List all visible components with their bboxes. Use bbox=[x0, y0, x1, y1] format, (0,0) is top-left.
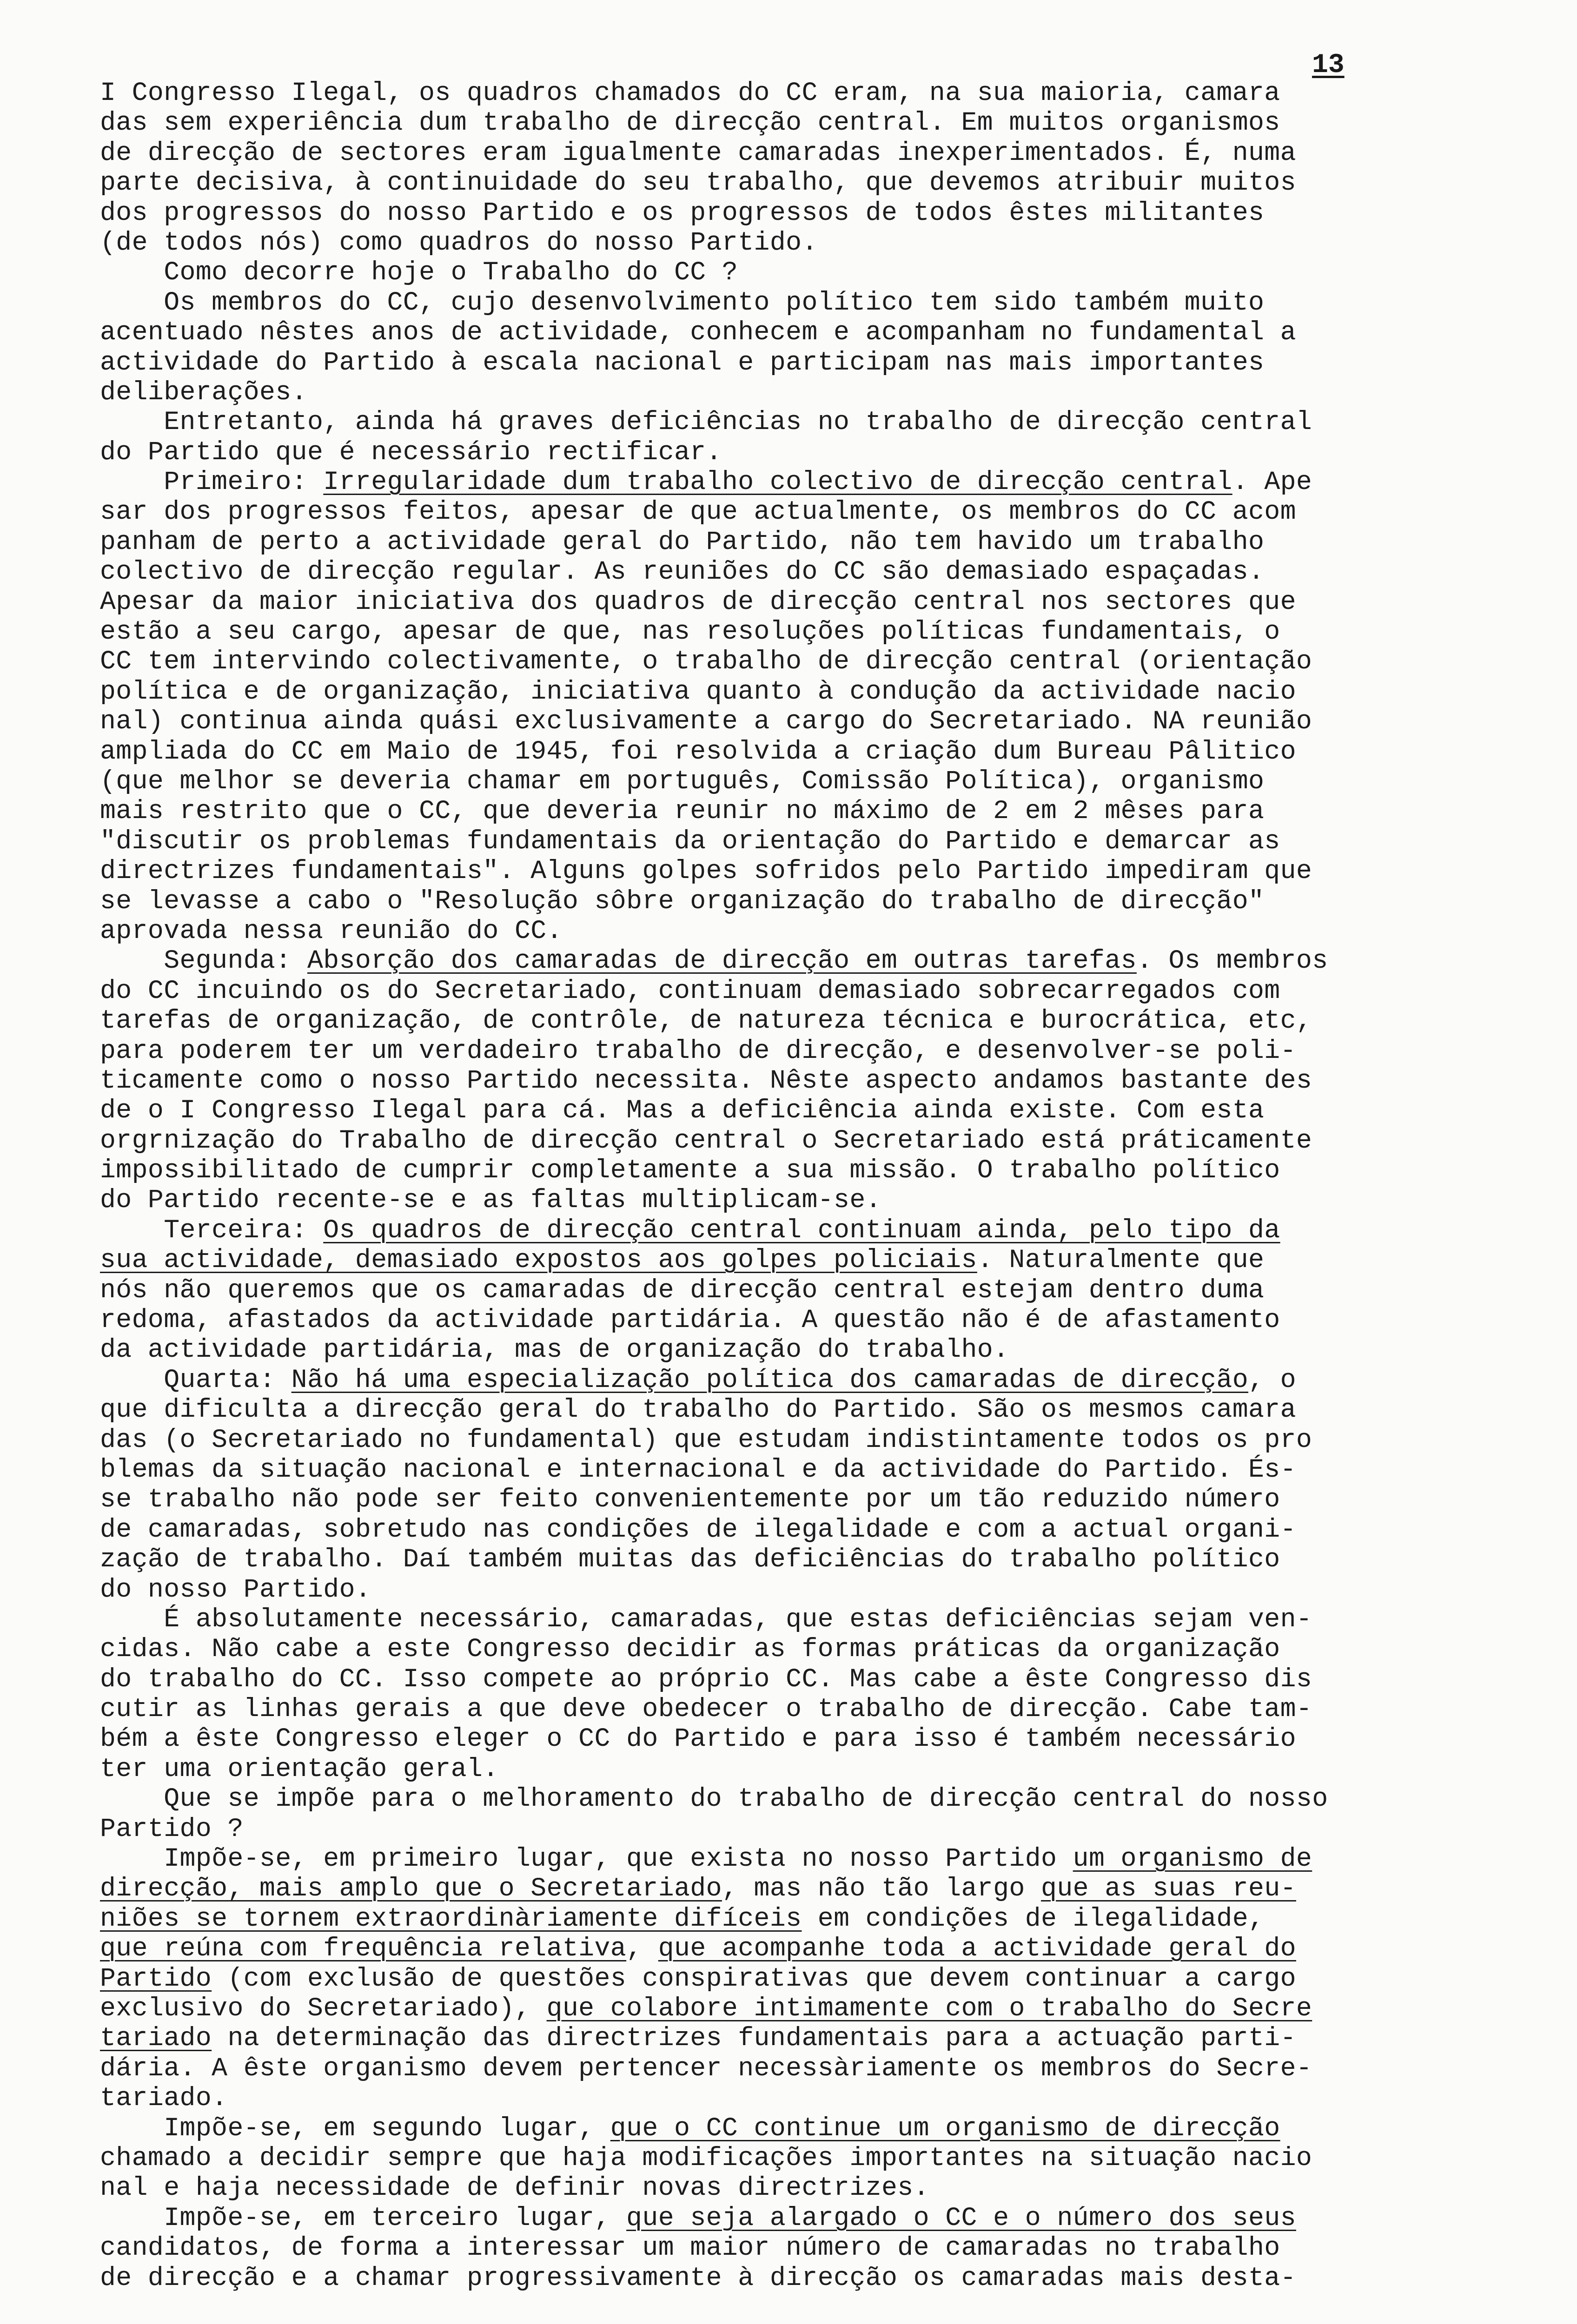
text-line bbox=[100, 437, 1504, 467]
text-line bbox=[100, 228, 1504, 257]
text-line bbox=[100, 2023, 1504, 2053]
text-line bbox=[100, 737, 1504, 766]
underlined-phrase: que o CC continue um organismo de direcção bbox=[610, 2113, 1280, 2143]
text-segment: das sem experiência dum trabalho de direcção central. Em muitos organismos bbox=[100, 108, 1280, 138]
page-number: 13 bbox=[1312, 50, 1345, 80]
text-segment: Impõe-se, em primeiro lugar, que exista no nosso Partido bbox=[100, 1844, 1073, 1874]
text-line bbox=[100, 1395, 1504, 1425]
text-line bbox=[100, 1994, 1504, 2023]
text-line bbox=[100, 2203, 1504, 2233]
text-segment: directrizes fundamentais". Alguns golpes sofridos pelo Partido impediram que bbox=[100, 856, 1312, 886]
text-segment: chamado a decidir sempre que haja modificações importantes na situação nacio bbox=[100, 2143, 1312, 2173]
text-segment: candidatos, de forma a interessar um maior número de camaradas no trabalho bbox=[100, 2233, 1280, 2263]
text-segment: Apesar da maior iniciativa dos quadros de direcção central nos sectores que bbox=[100, 587, 1296, 617]
text-line bbox=[100, 2263, 1504, 2293]
text-line bbox=[100, 677, 1504, 706]
text-segment: se levasse a cabo o "Resolução sôbre organização do trabalho de direcção" bbox=[100, 886, 1265, 916]
text-line bbox=[100, 1575, 1504, 1604]
text-line bbox=[100, 1066, 1504, 1096]
text-line bbox=[100, 168, 1504, 198]
underlined-phrase: um organismo de bbox=[1073, 1844, 1312, 1874]
text-segment: política e de organização, iniciativa quanto à condução da actividade nacio bbox=[100, 676, 1296, 706]
text-segment: de direcção e a chamar progressivamente à direcção os camaradas mais desta- bbox=[100, 2263, 1296, 2293]
text-line bbox=[100, 1245, 1504, 1275]
text-line bbox=[100, 1126, 1504, 1155]
text-line bbox=[100, 2053, 1504, 2083]
text-line bbox=[100, 1335, 1504, 1365]
text-line bbox=[100, 1155, 1504, 1185]
text-segment: do nosso Partido. bbox=[100, 1574, 371, 1604]
underlined-phrase: Não há uma especialização política dos camaradas de direcção bbox=[291, 1365, 1249, 1395]
text-line bbox=[100, 1515, 1504, 1545]
text-line bbox=[100, 288, 1504, 317]
text-line bbox=[100, 1036, 1504, 1066]
text-line bbox=[100, 348, 1504, 377]
text-line bbox=[100, 1455, 1504, 1485]
text-line bbox=[100, 1814, 1504, 1844]
text-line bbox=[100, 766, 1504, 796]
text-segment: panham de perto a actividade geral do Partido, não tem havido um trabalho bbox=[100, 527, 1265, 557]
text-line bbox=[100, 1964, 1504, 1994]
underlined-phrase: Partido bbox=[100, 1963, 212, 1994]
text-segment: impossibilitado de cumprir completamente a sua missão. O trabalho político bbox=[100, 1155, 1280, 1186]
text-segment: sar dos progressos feitos, apesar de que actualmente, os membros do CC acom bbox=[100, 497, 1296, 527]
text-segment: de o I Congresso Ilegal para cá. Mas a deficiência ainda existe. Com esta bbox=[100, 1096, 1265, 1126]
text-line bbox=[100, 2113, 1504, 2143]
underlined-phrase: tariado bbox=[100, 2023, 212, 2053]
text-segment: do trabalho do CC. Isso compete ao próprio CC. Mas cabe a êste Congresso dis bbox=[100, 1664, 1312, 1694]
text-segment: . Naturalmente que bbox=[977, 1245, 1265, 1275]
text-segment: Primeiro: bbox=[100, 467, 324, 497]
text-line bbox=[100, 1275, 1504, 1305]
text-line bbox=[100, 1694, 1504, 1724]
text-line bbox=[100, 1305, 1504, 1335]
underlined-phrase: Os quadros de direcção central continuam ainda, pelo tipo da bbox=[323, 1215, 1280, 1245]
underlined-phrase: sua actividade, demasiado expostos aos golpes policiais bbox=[100, 1245, 977, 1275]
underlined-phrase: que seja alargado o CC e o número dos seus bbox=[626, 2203, 1296, 2233]
text-line bbox=[100, 2083, 1504, 2113]
text-segment: I Congresso Ilegal, os quadros chamados do CC eram, na sua maioria, camara bbox=[100, 78, 1280, 108]
text-segment: Partido ? bbox=[100, 1814, 244, 1844]
text-line bbox=[100, 407, 1504, 437]
text-segment: Quarta: bbox=[100, 1365, 292, 1395]
text-segment: CC tem intervindo colectivamente, o trabalho de direcção central (orientação bbox=[100, 647, 1312, 677]
text-segment: , bbox=[626, 1934, 658, 1964]
text-line bbox=[100, 467, 1504, 497]
text-line bbox=[100, 108, 1504, 138]
text-line bbox=[100, 826, 1504, 856]
text-segment: Impõe-se, em terceiro lugar, bbox=[100, 2203, 627, 2233]
text-segment: cutir as linhas gerais a que deve obedecer o trabalho de direcção. Cabe tam- bbox=[100, 1694, 1312, 1724]
text-line bbox=[100, 527, 1504, 557]
text-line bbox=[100, 1006, 1504, 1036]
text-line bbox=[100, 1844, 1504, 1874]
text-line bbox=[100, 587, 1504, 617]
text-line bbox=[100, 1215, 1504, 1245]
text-segment: acentuado nêstes anos de actividade, conhecem e acompanham no fundamental a bbox=[100, 317, 1296, 348]
text-line bbox=[100, 2233, 1504, 2263]
text-segment: na determinação das directrizes fundamentais para a actuação parti- bbox=[212, 2023, 1296, 2053]
text-segment: estão a seu cargo, apesar de que, nas resoluções políticas fundamentais, o bbox=[100, 617, 1280, 647]
text-line bbox=[100, 1185, 1504, 1215]
text-line bbox=[100, 1904, 1504, 1934]
text-segment: do CC incuindo os do Secretariado, continuam demasiado sobrecarregados com bbox=[100, 976, 1280, 1006]
text-segment: tariado. bbox=[100, 2083, 228, 2113]
text-line bbox=[100, 557, 1504, 587]
text-line bbox=[100, 1425, 1504, 1455]
underlined-phrase: Irregularidade dum trabalho colectivo de direcção central bbox=[323, 467, 1232, 497]
text-line bbox=[100, 1934, 1504, 1963]
underlined-phrase: que colabore intimamente com o trabalho do Secre bbox=[546, 1994, 1312, 2023]
text-line bbox=[100, 138, 1504, 168]
text-segment: do Partido recente-se e as faltas multiplicam-se. bbox=[100, 1185, 881, 1215]
text-segment: (que melhor se deveria chamar em português, Comissão Política), organismo bbox=[100, 766, 1265, 796]
text-segment: actividade do Partido à escala nacional e participam nas mais importantes bbox=[100, 347, 1265, 377]
text-line bbox=[100, 1096, 1504, 1125]
text-line bbox=[100, 706, 1504, 736]
text-line bbox=[100, 1485, 1504, 1514]
text-segment: cidas. Não cabe a este Congresso decidir as formas práticas da organização bbox=[100, 1634, 1280, 1664]
underlined-phrase: Absorção dos camaradas de direcção em outras tarefas bbox=[307, 946, 1137, 976]
underlined-phrase: niões se tornem extraordinàriamente difíceis bbox=[100, 1903, 802, 1934]
text-line bbox=[100, 198, 1504, 228]
text-line bbox=[100, 1754, 1504, 1784]
text-segment: tarefas de organização, de contrôle, de natureza técnica e burocrática, etc, bbox=[100, 1006, 1312, 1036]
text-segment: ticamente como o nosso Partido necessita. Nêste aspecto andamos bastante des bbox=[100, 1065, 1312, 1096]
text-segment: É absolutamente necessário, camaradas, que estas deficiências sejam ven- bbox=[100, 1604, 1312, 1634]
text-line bbox=[100, 2173, 1504, 2203]
text-segment: de camaradas, sobretudo nas condições de ilegalidade e com a actual organi- bbox=[100, 1514, 1296, 1545]
underlined-phrase: que reúna com frequência relativa bbox=[100, 1934, 627, 1964]
text-line bbox=[100, 257, 1504, 287]
text-segment: Os membros do CC, cujo desenvolvimento político tem sido também muito bbox=[100, 287, 1265, 317]
text-segment: . Os membros bbox=[1136, 946, 1328, 976]
text-line bbox=[100, 497, 1504, 527]
text-segment: aprovada nessa reunião do CC. bbox=[100, 916, 563, 946]
text-segment: ampliada do CC em Maio de 1945, foi resolvida a criação dum Bureau Pâlitico bbox=[100, 736, 1296, 766]
text-line bbox=[100, 2143, 1504, 2173]
text-line bbox=[100, 1545, 1504, 1574]
text-segment: que dificulta a direcção geral do trabalho do Partido. São os mesmos camara bbox=[100, 1395, 1296, 1425]
text-line bbox=[100, 1365, 1504, 1395]
text-segment: "discutir os problemas fundamentais da orientação do Partido e demarcar as bbox=[100, 826, 1280, 856]
text-line bbox=[100, 916, 1504, 946]
text-segment: de direcção de sectores eram igualmente camaradas inexperimentados. É, numa bbox=[100, 138, 1296, 168]
text-segment: se trabalho não pode ser feito convenientemente por um tão reduzido número bbox=[100, 1485, 1280, 1515]
text-segment: Impõe-se, em segundo lugar, bbox=[100, 2113, 610, 2143]
text-line bbox=[100, 1874, 1504, 1903]
text-segment: , o bbox=[1248, 1365, 1296, 1395]
text-segment: do Partido que é necessário rectificar. bbox=[100, 437, 722, 467]
text-segment: Terceira: bbox=[100, 1215, 324, 1245]
text-segment: (de todos nós) como quadros do nosso Partido. bbox=[100, 227, 818, 257]
text-segment: para poderem ter um verdadeiro trabalho de direcção, e desenvolver-se poli- bbox=[100, 1036, 1296, 1066]
document-body-text bbox=[100, 78, 1504, 2293]
text-segment: zação de trabalho. Daí também muitas das deficiências do trabalho político bbox=[100, 1545, 1280, 1575]
text-line bbox=[100, 1784, 1504, 1814]
text-segment: Entretanto, ainda há graves deficiências no trabalho de direcção central bbox=[100, 407, 1312, 437]
text-segment: blemas da situação nacional e internacional e da actividade do Partido. És- bbox=[100, 1454, 1296, 1485]
text-line bbox=[100, 1604, 1504, 1634]
text-line bbox=[100, 1634, 1504, 1664]
text-segment: nal) continua ainda quási exclusivamente a cargo do Secretariado. NA reunião bbox=[100, 706, 1312, 737]
text-segment: bém a êste Congresso eleger o CC do Partido e para isso é também necessário bbox=[100, 1724, 1296, 1754]
text-segment: . Ape bbox=[1232, 467, 1312, 497]
text-segment: nal e haja necessidade de definir novas directrizes. bbox=[100, 2173, 929, 2203]
text-segment: Segunda: bbox=[100, 946, 307, 976]
text-segment: das (o Secretariado no fundamental) que estudam indistintamente todos os pro bbox=[100, 1425, 1312, 1455]
text-segment: nós não queremos que os camaradas de direcção central estejam dentro duma bbox=[100, 1275, 1265, 1305]
text-line bbox=[100, 617, 1504, 647]
text-segment: , mas não tão largo bbox=[722, 1874, 1041, 1904]
text-line bbox=[100, 946, 1504, 976]
text-line bbox=[100, 1724, 1504, 1754]
underlined-phrase: que as suas reu- bbox=[1041, 1874, 1296, 1904]
text-segment: em condições de ilegalidade, bbox=[802, 1903, 1265, 1934]
text-line bbox=[100, 796, 1504, 826]
text-segment: (com exclusão de questões conspirativas que devem continuar a cargo bbox=[212, 1963, 1296, 1994]
text-line bbox=[100, 78, 1504, 108]
text-segment: mais restrito que o CC, que deveria reunir no máximo de 2 em 2 mêses para bbox=[100, 796, 1265, 826]
text-line bbox=[100, 1664, 1504, 1694]
text-segment: ter uma orientação geral. bbox=[100, 1754, 499, 1784]
text-segment: colectivo de direcção regular. As reuniões do CC são demasiado espaçadas. bbox=[100, 557, 1265, 587]
text-line bbox=[100, 976, 1504, 1006]
text-segment: dos progressos do nosso Partido e os progressos de todos êstes militantes bbox=[100, 198, 1265, 228]
text-segment: Como decorre hoje o Trabalho do CC ? bbox=[100, 257, 738, 288]
text-line bbox=[100, 647, 1504, 676]
underlined-phrase: direcção, mais amplo que o Secretariado bbox=[100, 1874, 722, 1904]
text-segment: deliberações. bbox=[100, 377, 307, 407]
underlined-phrase: que acompanhe toda a actividade geral do bbox=[658, 1934, 1296, 1964]
text-segment: redoma, afastados da actividade partidária. A questão não é de afastamento bbox=[100, 1305, 1280, 1335]
text-line bbox=[100, 886, 1504, 916]
text-segment: dária. A êste organismo devem pertencer necessàriamente os membros do Secre- bbox=[100, 2053, 1312, 2083]
text-segment: orgrnização do Trabalho de direcção central o Secretariado está práticamente bbox=[100, 1125, 1312, 1155]
text-line bbox=[100, 377, 1504, 407]
text-segment: exclusivo do Secretariado), bbox=[100, 1994, 547, 2023]
text-segment: parte decisiva, à continuidade do seu trabalho, que devemos atribuir muitos bbox=[100, 168, 1296, 198]
text-line bbox=[100, 317, 1504, 347]
text-segment: da actividade partidária, mas de organização do trabalho. bbox=[100, 1335, 1009, 1365]
text-segment: Que se impõe para o melhoramento do trabalho de direcção central do nosso bbox=[100, 1784, 1328, 1814]
text-line bbox=[100, 856, 1504, 886]
